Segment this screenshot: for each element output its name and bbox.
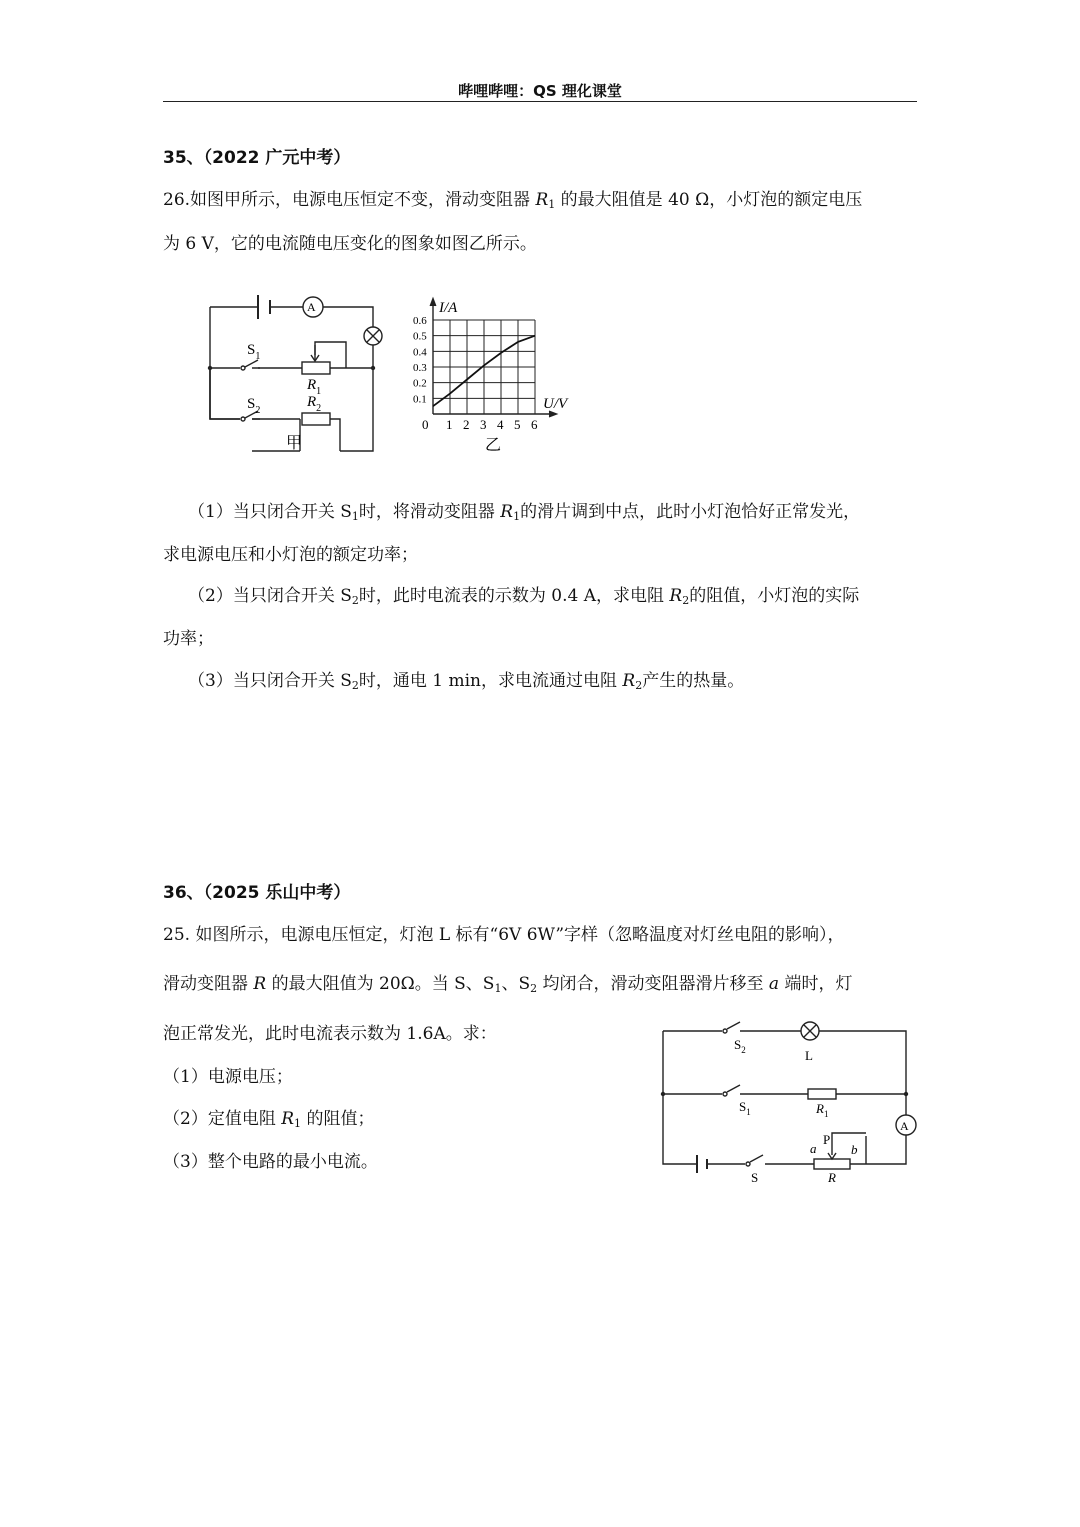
ammeter-label: A [900,1119,909,1133]
q36-line1: 25. 如图所示，电源电压恒定，灯泡 L 标有“6V 6W”字样（忽略温度对灯丝电阻的影响）， [163,925,845,945]
q35-intro-line2: 为 6 V，它的电流随电压变化的图象如图乙所示。 [163,234,537,254]
chart-xlabel: U/V [543,396,568,412]
rheostat-r-icon [814,1159,850,1169]
header-divider [163,101,917,102]
y-tick-label: 0.4 [413,346,427,359]
chart-caption: 乙 [485,437,502,454]
resistor-r2-icon [302,413,330,425]
figure-jia-caption: 甲 [286,435,303,452]
q35-sub3: （3）当只闭合开关 $S_2$时，通电 1 min，求电流通过电阻 $R_2$产生的热量。 [188,671,745,692]
r1-label: $R_1$ [307,377,322,397]
y-tick-label: 0.6 [413,315,427,327]
end-b-label: b [851,1142,858,1157]
x-tick-label: 5 [514,417,521,432]
ammeter-label: A [307,300,316,314]
s-label: S [751,1170,759,1185]
y-tick-label: 0.1 [413,393,427,406]
q36-sub2: （2）定值电阻 $R_1$ 的阻值； [163,1109,375,1130]
page-header: 哔哩哔哩：QS 理化课堂 [458,82,622,100]
q36-line2: 滑动变阻器 R 的最大阻值为 20Ω。当 S、$S_1$、$S_2$ 均闭合，滑动变阻器滑片移至 a 端时，灯 [163,974,853,995]
chart-ylabel: I/A [439,300,458,316]
q36-heading: 36、（2025 乐山中考） [163,883,351,903]
end-a-label: a [810,1141,817,1156]
q35-intro-line1: 26.如图甲所示，电源电压恒定不变，滑动变阻器 $R_1$ 的最大阻值是 40 Ω，小灯泡的额定电压 [163,190,863,211]
q35-sub1-line2: 求电源电压和小灯泡的额定功率； [163,545,418,565]
lamp-label: L [805,1048,813,1063]
r2-label: $R_2$ [307,394,322,414]
x-tick-label: 3 [480,417,487,432]
q36-sub3: （3）整个电路的最小电流。 [163,1152,378,1172]
resistor-r1-icon [808,1089,836,1099]
q35-sub2-line1: （2）当只闭合开关 $S_2$时，此时电流表的示数为 0.4 A，求电阻 $R_2$的阻值，小灯泡的实际 [188,586,860,607]
s1-label: $S_1$ [247,342,261,362]
r-label: R [828,1170,836,1185]
y-tick-label: 0.3 [413,362,427,374]
q35-heading: 35、（2022 广元中考） [163,148,351,168]
x-tick-label: 6 [531,417,538,432]
s1-label: $S_1$ [739,1099,751,1117]
x-tick-label: 4 [497,417,504,432]
x-tick-label: 2 [463,417,470,432]
rheostat-r1-icon [302,362,330,374]
chart-grid [433,320,535,414]
y-tick-label: 0.5 [413,330,427,343]
q35-sub1-line1: （1）当只闭合开关 $S_1$时，将滑动变阻器 $R_1$的滑片调到中点，此时小灯泡恰好正常发光， [188,502,861,523]
y-tick-label: 0.2 [413,377,427,390]
q35-circuit-diagram [200,290,390,460]
chart-origin-label: 0 [422,417,429,432]
iu-chart [405,290,595,460]
y-axis-arrow [430,298,436,306]
q36-circuit-diagram [650,1015,925,1190]
q35-sub2-line2: 功率； [163,629,214,649]
slider-p-label: P [823,1132,831,1147]
q36-line3: 泡正常发光，此时电流表示数为 1.6A。求： [163,1024,497,1044]
s2-label: $S_2$ [734,1037,746,1055]
q36-sub1: （1）电源电压； [163,1067,293,1087]
s2-label: $S_2$ [247,396,261,416]
r1-label: $R_1$ [816,1101,829,1119]
x-tick-label: 1 [446,417,453,432]
